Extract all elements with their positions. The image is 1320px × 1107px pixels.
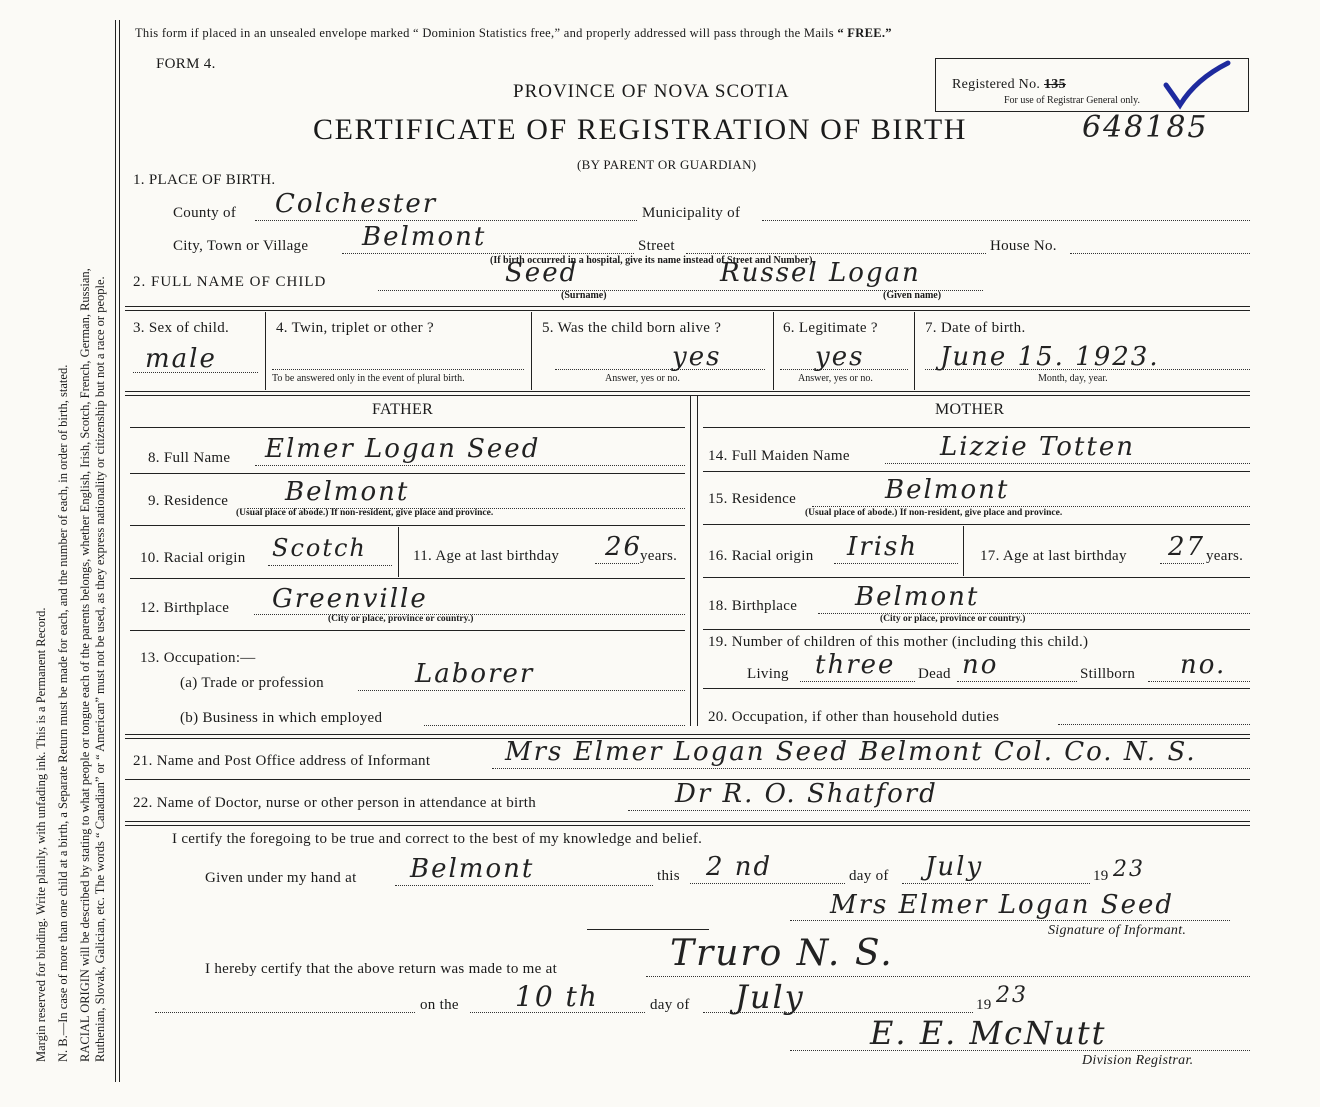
row3-divider-3 (773, 312, 774, 390)
dob-label: 7. Date of birth. (925, 320, 1026, 336)
county-label: County of (173, 205, 237, 221)
given-label: Given under my hand at (205, 870, 357, 886)
father-business-line (424, 725, 685, 726)
year-value: 23 (1113, 857, 1145, 882)
child-given-value: Russel Logan (720, 258, 921, 288)
father-name-label: 8. Full Name (148, 450, 231, 466)
row3-top-rule (125, 306, 1250, 307)
father-rule-1 (130, 473, 685, 474)
mother-residence-line (812, 506, 1250, 507)
check-mark-icon (1158, 59, 1238, 111)
alive-caption: Answer, yes or no. (605, 373, 680, 384)
doctor-label: 22. Name of Doctor, nurse or other person in attendance at birth (133, 795, 537, 811)
informant-line (492, 768, 1250, 769)
municipality-label: Municipality of (642, 205, 741, 221)
father-birthplace-value: Greenville (272, 584, 428, 614)
father-occupation-label: 13. Occupation:— (140, 650, 256, 666)
given-place-value: Belmont (410, 854, 535, 884)
given-caption: (Given name) (883, 290, 942, 301)
return-place-value: Truro N. S. (670, 933, 894, 974)
registrar-note: For use of Registrar General only. (1004, 95, 1140, 106)
sex-value: male (145, 344, 217, 374)
row3-divider-1 (265, 312, 266, 390)
father-name-value: Elmer Logan Seed (265, 434, 541, 464)
mother-children-label: 19. Number of children of this mother (including this child.) (708, 634, 1089, 650)
sex-label: 3. Sex of child. (133, 320, 230, 336)
mother-rule-3 (703, 577, 1250, 578)
father-age-suffix: years. (640, 548, 678, 564)
given-place-line (395, 885, 653, 886)
dead-value: no (962, 650, 999, 680)
return-place-line (646, 976, 1250, 977)
doctor-bottom-rule-2 (125, 825, 1250, 826)
return-year-value: 23 (996, 983, 1028, 1008)
mother-rule-4 (703, 629, 1250, 630)
top-note-text: This form if placed in an unsealed envelope marked “ Dominion Statistics free,” and properly addressed will pass through the Mails (135, 26, 834, 40)
registered-label-text: Registered No. (952, 77, 1041, 92)
mother-heading-rule (703, 427, 1250, 428)
registration-number-handwritten: 648185 (1082, 110, 1209, 145)
doctor-value: Dr R. O. Shatford (675, 779, 938, 809)
return-year-prefix: 19 (976, 997, 992, 1013)
stillborn-value: no. (1180, 650, 1227, 680)
return-day-value: 10 th (515, 980, 599, 1013)
father-business-label: (b) Business in which employed (180, 710, 383, 726)
father-birthplace-note: (City or place, province or country.) (328, 614, 474, 624)
father-birthplace-label: 12. Birthplace (140, 600, 230, 616)
dob-value: June 15. 1923. (940, 342, 1160, 372)
street-label: Street (638, 238, 675, 254)
informant-value: Mrs Elmer Logan Seed Belmont Col. Co. N. S. (505, 737, 1197, 767)
mother-birthplace-value: Belmont (855, 582, 980, 612)
doctor-line (628, 810, 1250, 811)
father-name-line (255, 465, 685, 466)
registered-label (952, 77, 1066, 93)
year-prefix: 19 (1093, 868, 1109, 884)
registrar-signature: E. E. McNutt (870, 1014, 1107, 1052)
registrar-caption: Division Registrar. (1082, 1053, 1194, 1068)
alive-value: yes (672, 342, 722, 372)
county-line (255, 220, 637, 221)
row3-bottom-rule-2 (125, 395, 1250, 396)
mother-occupation-line (1058, 724, 1250, 725)
alive-line (555, 369, 765, 370)
day-value: 2 nd (706, 852, 773, 882)
signature-caption: Signature of Informant. (1048, 923, 1187, 938)
child-name-label: 2. FULL NAME OF CHILD (133, 274, 327, 290)
mother-birthplace-note: (City or place, province or country.) (880, 614, 1026, 624)
dayof-label: day of (849, 868, 889, 884)
house-label: House No. (990, 238, 1057, 254)
dead-label: Dead (918, 666, 951, 682)
father-residence-note: (Usual place of abode.) If non-resident, give place and province. (236, 508, 494, 518)
twin-line (272, 369, 524, 370)
on-the-leading-line (155, 1012, 415, 1013)
house-line (1070, 253, 1250, 254)
signature-short-rule (587, 929, 709, 930)
registered-box (935, 58, 1249, 112)
mother-rule-1 (703, 471, 1250, 472)
page-title: CERTIFICATE OF REGISTRATION OF BIRTH (313, 113, 968, 146)
margin-line-1: Margin reserved for binding. Write plainly, with unfading ink. This is a Permanent Record. (34, 607, 48, 1062)
county-value: Colchester (275, 189, 438, 219)
mother-age-value: 27 (1168, 532, 1206, 562)
father-race-label: 10. Racial origin (140, 550, 246, 566)
child-surname-value: Seed (505, 258, 579, 288)
father-race-divider (398, 527, 399, 577)
living-line (800, 681, 915, 682)
day-line (690, 883, 845, 884)
margin-rule (115, 20, 116, 1082)
stillborn-line (1148, 681, 1250, 682)
margin-rule-2 (119, 20, 120, 1082)
father-age-value: 26 (605, 532, 643, 562)
form-number: FORM 4. (156, 56, 216, 72)
mother-rule-2 (703, 524, 1250, 525)
mother-age-label: 17. Age at last birthday (980, 548, 1127, 564)
municipality-line (762, 220, 1250, 221)
stillborn-label: Stillborn (1080, 666, 1136, 682)
dob-caption: Month, day, year. (1038, 373, 1108, 384)
living-label: Living (747, 666, 789, 682)
mother-occupation-label: 20. Occupation, if other than household duties (708, 709, 1000, 725)
margin-line-2: N. B.—In case of more than one child at a birth, a Separate Return must be made for each, and the number of each, in order of birth, stated. (56, 364, 70, 1062)
certify-statement: I certify the foregoing to be true and correct to the best of my knowledge and belief. (172, 831, 703, 847)
row3-top-rule-2 (125, 310, 1250, 311)
informant-signature-line (790, 920, 1230, 921)
mother-age-suffix: years. (1206, 548, 1244, 564)
mother-residence-value: Belmont (885, 475, 1010, 505)
surname-caption: (Surname) (561, 290, 607, 301)
month-value: July (925, 852, 984, 882)
legitimate-caption: Answer, yes or no. (798, 373, 873, 384)
top-note (135, 26, 892, 41)
father-race-value: Scotch (272, 534, 367, 562)
month-line (902, 883, 1090, 884)
return-dayof-label: day of (650, 997, 690, 1013)
margin-line-4: Ruthenian, Slovak, Galician, etc. The words “ Canadian” or “ American” must not be used, as they express nationality or citizenship but not a race or people. (93, 276, 107, 1062)
row3-bottom-rule (125, 391, 1250, 392)
row3-divider-4 (914, 312, 915, 390)
informant-top-rule (125, 734, 1250, 735)
registered-struck-number: 135 (1044, 77, 1066, 92)
father-residence-value: Belmont (285, 477, 410, 507)
city-value: Belmont (362, 222, 487, 252)
place-heading: 1. PLACE OF BIRTH. (133, 172, 276, 188)
dead-line (957, 681, 1077, 682)
this-label: this (657, 868, 680, 884)
father-trade-label: (a) Trade or profession (180, 675, 324, 691)
father-rule-4 (130, 630, 685, 631)
mother-heading: MOTHER (935, 401, 1005, 418)
mother-race-value: Irish (847, 532, 919, 562)
twin-note: To be answered only in the event of plural birth. (272, 373, 465, 384)
mother-name-value: Lizzie Totten (940, 432, 1135, 462)
mother-race-line (834, 563, 958, 564)
mother-name-line (885, 463, 1250, 464)
father-heading-rule (130, 427, 685, 428)
return-label: I hereby certify that the above return was made to me at (205, 961, 558, 977)
mother-age-line (1160, 563, 1204, 564)
father-age-label: 11. Age at last birthday (413, 548, 560, 564)
top-note-free: “ FREE.” (837, 26, 892, 40)
living-value: three (815, 650, 896, 680)
margin-line-3: RACIAL ORIGIN will be described by stating to what people or tongue each of the parents belongs, whether English, Irish, Scotch, French, German, Russian, (78, 268, 92, 1062)
mother-race-divider (963, 526, 964, 576)
mother-rule-5 (703, 688, 1250, 689)
on-the-label: on the (420, 997, 459, 1013)
mother-residence-label: 15. Residence (708, 491, 797, 507)
mother-name-label: 14. Full Maiden Name (708, 448, 850, 464)
father-rule-3 (130, 578, 685, 579)
father-residence-label: 9. Residence (148, 493, 229, 509)
legitimate-value: yes (815, 342, 865, 372)
mother-birthplace-label: 18. Birthplace (708, 598, 798, 614)
doctor-bottom-rule (125, 821, 1250, 822)
page-subtitle: (BY PARENT OR GUARDIAN) (577, 157, 757, 172)
parents-divider-2 (697, 396, 698, 726)
mother-race-label: 16. Racial origin (708, 548, 814, 564)
father-heading: FATHER (372, 401, 434, 418)
informant-signature: Mrs Elmer Logan Seed (830, 890, 1174, 920)
father-rule-2 (130, 525, 685, 526)
father-race-line (268, 565, 392, 566)
city-label: City, Town or Village (173, 238, 309, 254)
street-line (686, 253, 986, 254)
hospital-note: (If birth occurred in a hospital, give its name instead of Street and Number) (490, 255, 813, 266)
row3-divider-2 (531, 312, 532, 390)
alive-label: 5. Was the child born alive ? (542, 320, 722, 336)
informant-label: 21. Name and Post Office address of Informant (133, 753, 431, 769)
father-age-line (595, 563, 639, 564)
legitimate-label: 6. Legitimate ? (783, 320, 878, 336)
return-month-value: July (735, 978, 805, 1016)
province-heading: PROVINCE OF NOVA SCOTIA (513, 81, 790, 102)
mother-residence-note: (Usual place of abode.) If non-resident, give place and province. (805, 508, 1063, 518)
city-line (342, 253, 634, 254)
twin-label: 4. Twin, triplet or other ? (276, 320, 434, 336)
father-trade-line (358, 690, 685, 691)
father-trade-value: Laborer (415, 659, 535, 689)
parents-divider (690, 396, 691, 726)
